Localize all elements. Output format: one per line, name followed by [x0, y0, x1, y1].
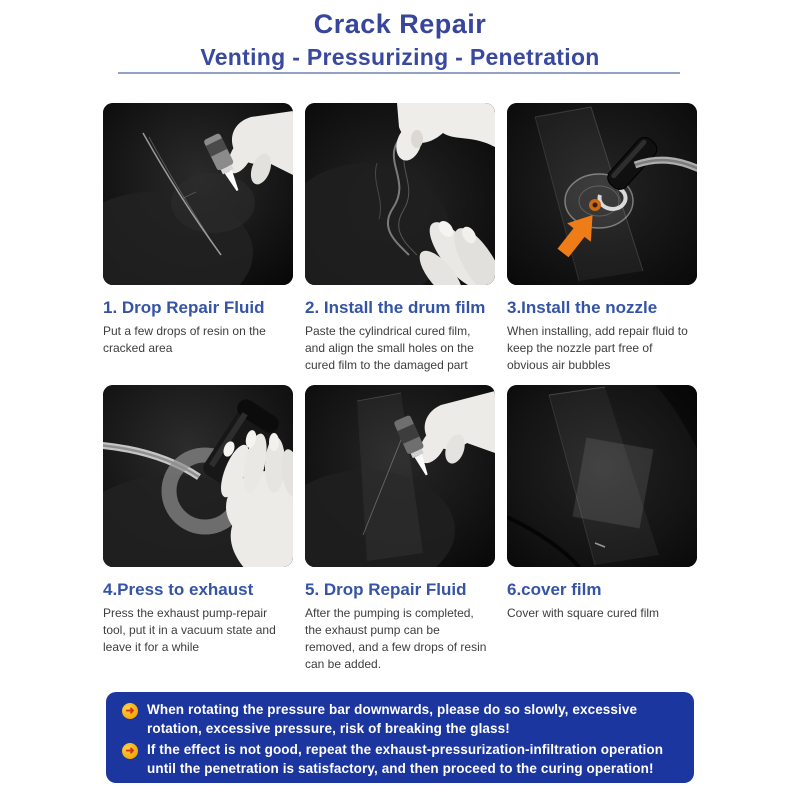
step-card-3 — [507, 103, 697, 385]
page-subtitle: Venting - Pressurizing - Penetration — [200, 44, 600, 70]
photo-press-to-exhaust — [103, 385, 293, 567]
step-photo-1 — [103, 103, 293, 285]
arrow-bullet-icon: ➜ — [122, 703, 138, 719]
step-title: 4.Press to exhaust — [103, 580, 254, 599]
step-photo-5 — [305, 385, 495, 567]
step-card-2 — [305, 103, 495, 385]
note-text: When rotating the pressure bar downwards, please do so slowly, excessive rotation, excessive pressure, risk of breaking the glass! — [147, 702, 638, 736]
photo-drop-repair-fluid — [103, 103, 293, 285]
step-card-1 — [103, 103, 293, 385]
photo-cover-film — [507, 385, 697, 567]
step-card-5 — [305, 385, 495, 673]
note-item-2 — [122, 741, 680, 778]
step-description: Put a few drops of resin on the cracked area — [103, 324, 266, 355]
header-divider — [118, 72, 680, 74]
step-title: 2. Install the drum film — [305, 298, 486, 317]
square-film — [573, 438, 654, 529]
photo-drop-repair-fluid-again — [305, 385, 495, 567]
step-title: 5. Drop Repair Fluid — [305, 580, 467, 599]
step-card-4 — [103, 385, 293, 673]
header — [0, 8, 800, 72]
step-description: Press the exhaust pump-repair tool, put it in a vacuum state and leave it for a while — [103, 606, 276, 654]
step-description: Cover with square cured film — [507, 606, 660, 620]
step-title: 1. Drop Repair Fluid — [103, 298, 265, 317]
arrow-bullet-icon: ➜ — [122, 743, 138, 759]
step-description: Paste the cylindrical cured film, and align the small holes on the cured film to the damaged part — [305, 324, 474, 372]
warning-banner — [106, 692, 694, 783]
step-card-6 — [507, 385, 697, 673]
photo-install-drum-film — [305, 103, 495, 285]
step-photo-6 — [507, 385, 697, 567]
note-text: If the effect is not good, repeat the exhaust-pressurization-infiltration operation until the penetration is satisfactory, and then proceed to the curing operation! — [147, 742, 664, 776]
steps-grid — [103, 103, 697, 673]
step-photo-4 — [103, 385, 293, 567]
step-photo-2 — [305, 103, 495, 285]
note-item-1 — [122, 701, 680, 738]
step-description: After the pumping is completed, the exhaust pump can be removed, and a few drops of resin can be added. — [305, 606, 487, 671]
photo-install-nozzle — [507, 103, 697, 285]
step-title: 3.Install the nozzle — [507, 298, 658, 317]
step-photo-3 — [507, 103, 697, 285]
step-description: When installing, add repair fluid to keep the nozzle part free of obvious air bubbles — [507, 324, 688, 372]
page-title: Crack Repair — [313, 9, 487, 39]
step-title: 6.cover film — [507, 580, 602, 599]
